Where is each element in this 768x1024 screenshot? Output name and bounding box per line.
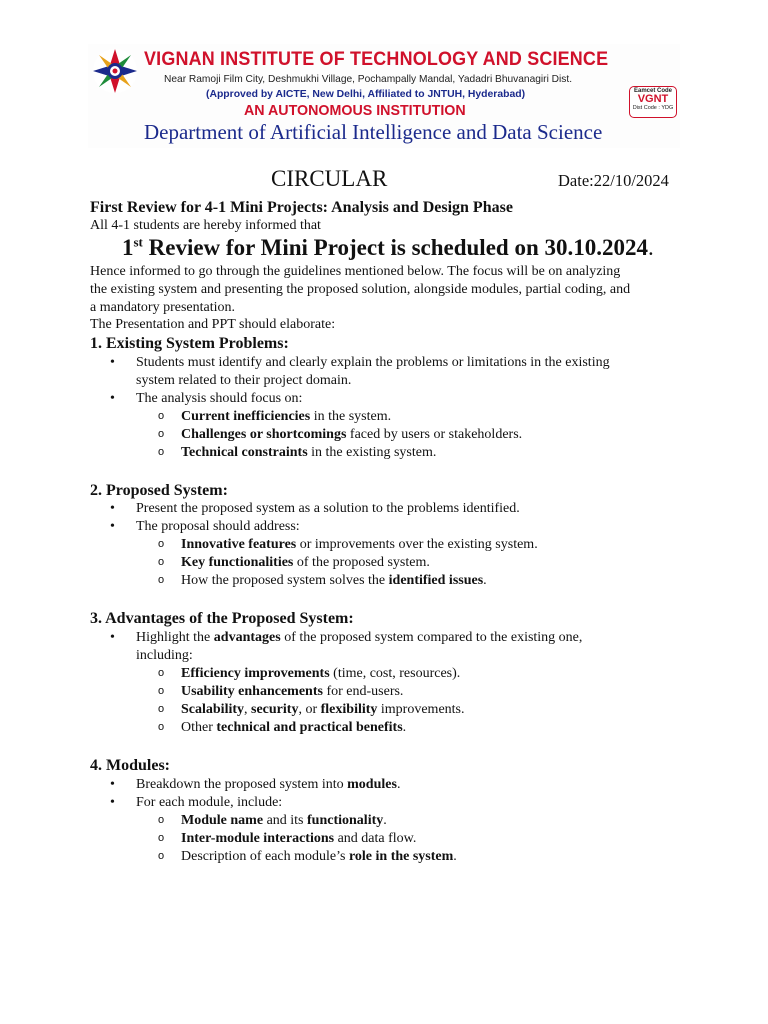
sub-text: improvements. bbox=[377, 702, 465, 717]
sub-text: . bbox=[483, 573, 487, 588]
bullet-icon: • bbox=[110, 777, 115, 792]
emphasis: modules bbox=[347, 777, 397, 792]
circle-bullet-icon: o bbox=[158, 446, 165, 458]
intro-line: All 4-1 students are hereby informed that bbox=[90, 218, 321, 233]
sub-text: How the proposed system solves the bbox=[181, 573, 389, 588]
list-item bbox=[90, 354, 690, 390]
paragraph-line: the existing system and presenting the proposed solution, alongside modules, partial coding, and bbox=[90, 282, 631, 297]
bullet-icon: • bbox=[110, 355, 115, 370]
sub-list-item bbox=[90, 408, 690, 426]
sub-list-item bbox=[90, 830, 690, 848]
section-heading-modules: 4. Modules: bbox=[90, 757, 170, 774]
emphasis: Efficiency improvements bbox=[181, 666, 330, 681]
institute-logo-icon bbox=[92, 48, 138, 94]
bullet-icon: • bbox=[110, 391, 115, 406]
sub-text: , or bbox=[298, 702, 321, 717]
item-text: . bbox=[396, 777, 401, 792]
emphasis: technical and practical benefits bbox=[216, 720, 403, 735]
sub-text: (time, cost, resources). bbox=[329, 666, 461, 681]
document-title: CIRCULAR bbox=[271, 166, 388, 191]
sub-list-item bbox=[90, 665, 690, 683]
item-text: Present the proposed system as a solution to the problems identified. bbox=[136, 501, 520, 516]
emphasis: functionality bbox=[307, 813, 384, 828]
sub-text: and its bbox=[263, 813, 308, 828]
sub-list-item bbox=[90, 572, 690, 590]
sub-list-item bbox=[90, 683, 690, 701]
section-4-list bbox=[90, 776, 690, 866]
item-text: Students must identify and clearly explain the problems or limitations in the existing bbox=[136, 355, 610, 370]
bullet-icon: • bbox=[110, 501, 115, 516]
sub-text: , bbox=[244, 702, 252, 717]
sub-list-item bbox=[90, 848, 690, 866]
emphasis: Current inefficiencies bbox=[181, 409, 311, 424]
sub-text: and data flow. bbox=[334, 831, 417, 846]
list-item bbox=[90, 794, 690, 812]
sub-list-item bbox=[90, 426, 690, 444]
item-text: Breakdown the proposed system into bbox=[136, 777, 348, 792]
circle-bullet-icon: o bbox=[158, 685, 165, 697]
headline-superscript: st bbox=[133, 234, 143, 250]
circle-bullet-icon: o bbox=[158, 428, 165, 440]
eamcet-code-label: Eamcet Code bbox=[633, 88, 672, 94]
section-heading-proposed-system: 2. Proposed System: bbox=[90, 482, 228, 499]
circle-bullet-icon: o bbox=[158, 574, 165, 586]
emphasis: role in the system bbox=[348, 849, 454, 864]
list-item bbox=[90, 500, 690, 518]
item-text: of the proposed system compared to the existing one, bbox=[280, 630, 583, 645]
emphasis: Innovative features bbox=[181, 537, 297, 552]
emphasis: Inter-module interactions bbox=[181, 831, 335, 846]
bullet-icon: • bbox=[110, 795, 115, 810]
sub-text: . bbox=[383, 813, 387, 828]
circle-bullet-icon: o bbox=[158, 832, 165, 844]
eamcet-code-value: VGNT bbox=[637, 93, 669, 105]
paragraph-line: Hence informed to go through the guidelines mentioned below. The focus will be on analyzing bbox=[90, 264, 621, 279]
circle-bullet-icon: o bbox=[158, 667, 165, 679]
list-item bbox=[90, 776, 690, 794]
headline-number: 1 bbox=[122, 235, 134, 260]
item-text: The proposal should address: bbox=[136, 519, 300, 534]
sub-text: for end-users. bbox=[322, 684, 404, 699]
sub-text: faced by users or stakeholders. bbox=[346, 427, 523, 442]
emphasis: flexibility bbox=[320, 702, 378, 717]
sub-text: Description of each module’s bbox=[181, 849, 349, 864]
document-date: Date:22/10/2024 bbox=[558, 171, 669, 190]
emphasis: Scalability bbox=[181, 702, 245, 717]
department-name: Department of Artificial Intelligence and Data Science bbox=[144, 120, 603, 144]
bullet-icon: • bbox=[110, 630, 115, 645]
item-text: Highlight the bbox=[136, 630, 214, 645]
emphasis: Key functionalities bbox=[181, 555, 294, 570]
list-item bbox=[90, 518, 690, 536]
sub-text: . bbox=[402, 720, 407, 735]
sub-text: of the proposed system. bbox=[293, 555, 430, 570]
emphasis: identified issues bbox=[388, 573, 484, 588]
sub-list-item bbox=[90, 536, 690, 554]
headline-text: Review for Mini Project is scheduled on 30.10.2024 bbox=[142, 235, 648, 260]
sub-text: in the system. bbox=[310, 409, 392, 424]
sub-text: in the existing system. bbox=[307, 445, 437, 460]
sub-list-item bbox=[90, 444, 690, 462]
emphasis: Technical constraints bbox=[181, 445, 308, 460]
section-1-list bbox=[90, 354, 690, 462]
circle-bullet-icon: o bbox=[158, 814, 165, 826]
circle-bullet-icon: o bbox=[158, 850, 165, 862]
paragraph-line: a mandatory presentation. bbox=[90, 300, 236, 315]
item-text: system related to their project domain. bbox=[136, 373, 352, 388]
sub-list-item bbox=[90, 701, 690, 719]
item-text: including: bbox=[136, 648, 193, 663]
sub-list-item bbox=[90, 719, 690, 737]
emphasis: security bbox=[251, 702, 299, 717]
eamcet-code-badge bbox=[629, 86, 677, 118]
institution-address: Near Ramoji Film City, Deshmukhi Village, Pochampally Mandal, Yadadri Bhuvanagiri Dist. bbox=[164, 74, 573, 85]
emphasis: Module name bbox=[181, 813, 264, 828]
emphasis: Usability enhancements bbox=[181, 684, 323, 699]
circle-bullet-icon: o bbox=[158, 410, 165, 422]
district-code: Dist Code : YDG bbox=[632, 105, 674, 111]
institution-name: VIGNAN INSTITUTE OF TECHNOLOGY AND SCIENCE bbox=[144, 48, 609, 70]
presentation-instruction: The Presentation and PPT should elaborate: bbox=[90, 317, 336, 332]
circle-bullet-icon: o bbox=[158, 703, 165, 715]
circle-bullet-icon: o bbox=[158, 721, 165, 733]
review-announcement bbox=[122, 235, 654, 261]
item-text: The analysis should focus on: bbox=[136, 391, 303, 406]
sub-text: or improvements over the existing system. bbox=[296, 537, 538, 552]
list-item bbox=[90, 629, 690, 665]
emphasis: Challenges or shortcomings bbox=[181, 427, 347, 442]
subject-line: First Review for 4-1 Mini Projects: Analysis and Design Phase bbox=[90, 199, 513, 216]
section-heading-existing-system: 1. Existing System Problems: bbox=[90, 335, 289, 352]
section-2-list bbox=[90, 500, 690, 590]
item-text: For each module, include: bbox=[136, 795, 283, 810]
sub-text: . bbox=[453, 849, 457, 864]
sub-list-item bbox=[90, 554, 690, 572]
guidelines-paragraph bbox=[90, 263, 690, 317]
bullet-icon: • bbox=[110, 519, 115, 534]
headline-period: . bbox=[648, 235, 654, 260]
institution-status: AN AUTONOMOUS INSTITUTION bbox=[244, 102, 466, 119]
section-3-list bbox=[90, 629, 690, 737]
section-heading-advantages: 3. Advantages of the Proposed System: bbox=[90, 610, 354, 627]
list-item bbox=[90, 390, 690, 408]
letterhead bbox=[88, 44, 680, 148]
circle-bullet-icon: o bbox=[158, 556, 165, 568]
sub-list-item bbox=[90, 812, 690, 830]
sub-text: Other bbox=[181, 720, 217, 735]
emphasis: advantages bbox=[213, 630, 281, 645]
institution-approval: (Approved by AICTE, New Delhi, Affiliated to JNTUH, Hyderabad) bbox=[206, 89, 526, 100]
circle-bullet-icon: o bbox=[158, 538, 165, 550]
